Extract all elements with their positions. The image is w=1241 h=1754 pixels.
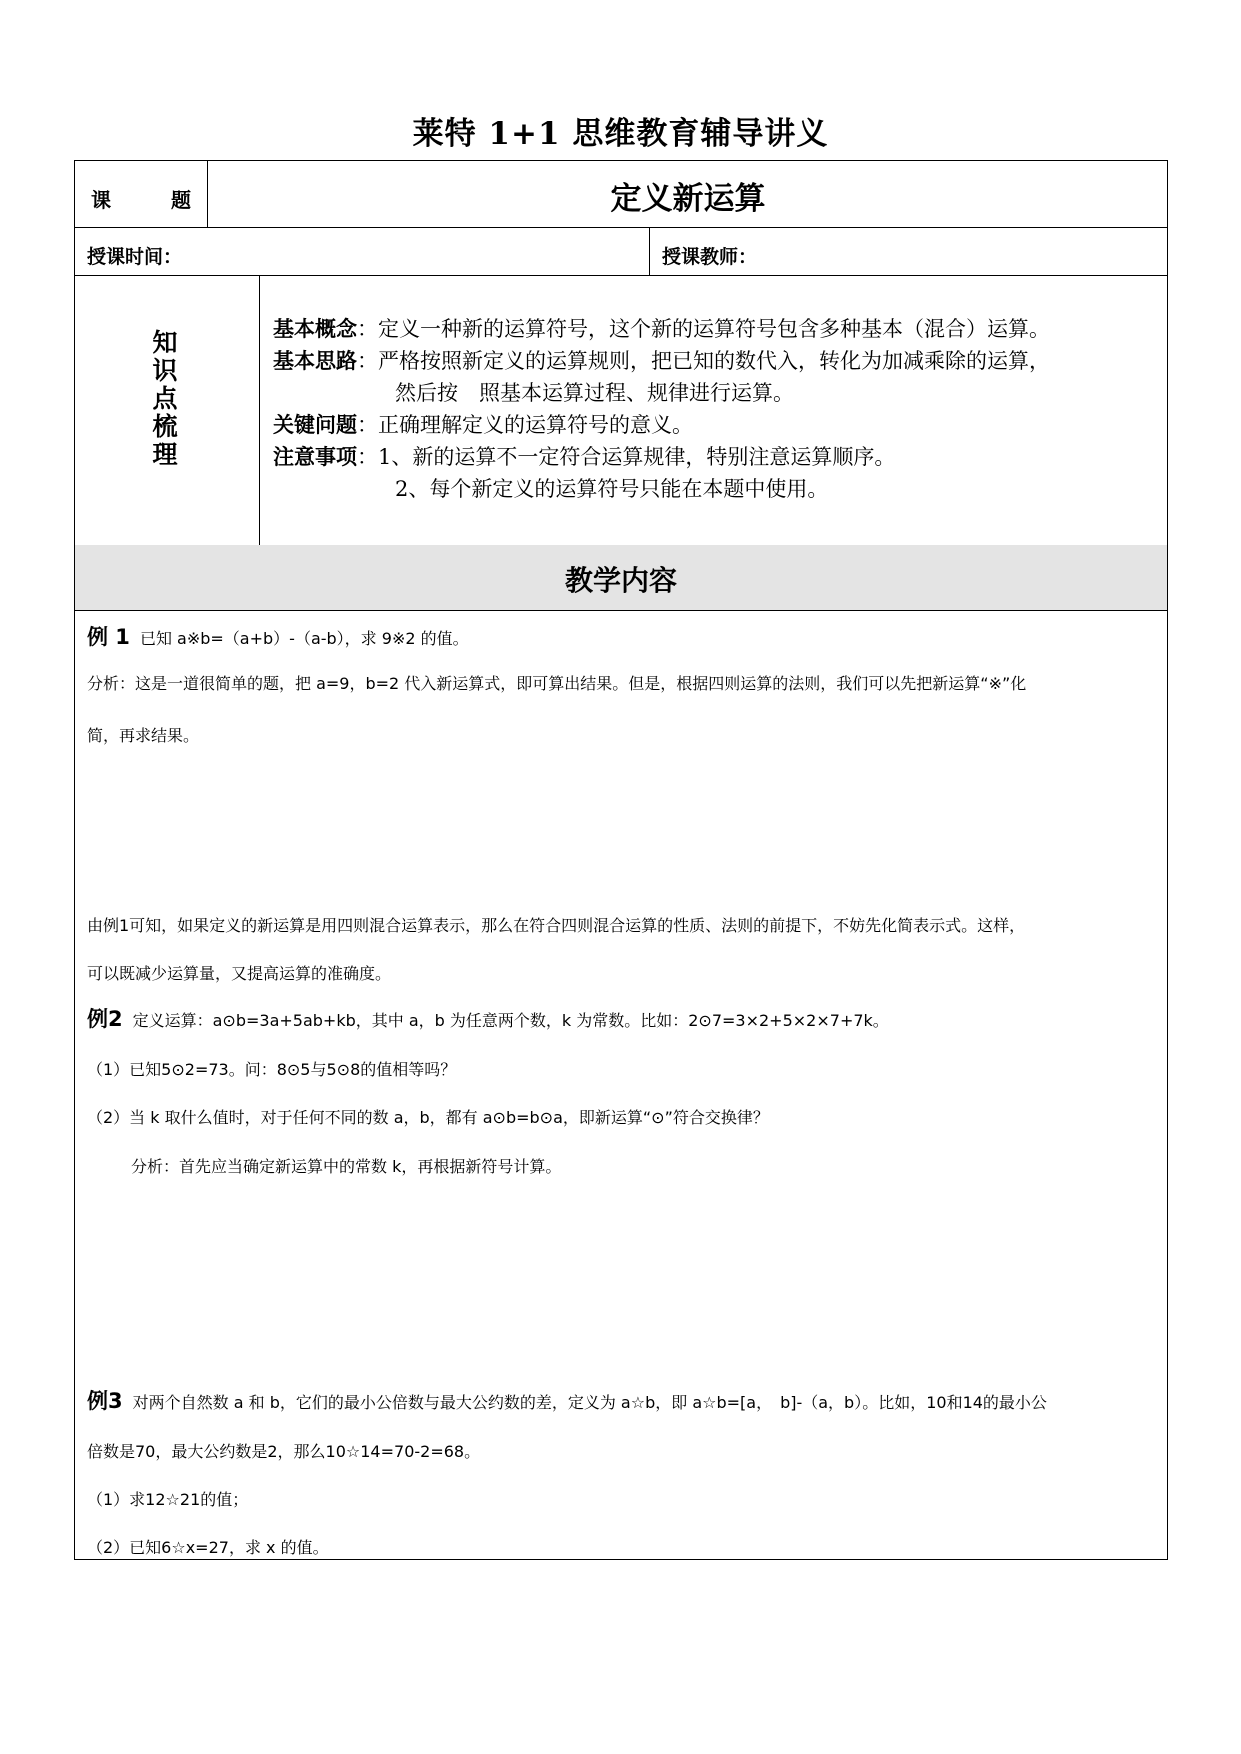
col-divider-time	[649, 227, 650, 275]
col-divider-knowledge	[259, 275, 260, 545]
key-row	[273, 409, 1163, 441]
idea-text-2: 然后按 照基本运算过程、规律进行运算。	[395, 381, 794, 405]
row-divider-topic	[75, 227, 1167, 228]
example-2	[87, 1003, 1157, 1033]
topic-label-a: 课	[91, 188, 111, 212]
example-2-text: 定义运算：a⊙b=3a+5ab+kb，其中 a，b 为任意两个数，k 为常数。比如：2⊙7=3×2+5×2×7+7k。	[132, 1011, 889, 1030]
example-3-text-2: 倍数是70，最大公约数是2，那么10☆14=70-2=68。	[87, 1442, 481, 1461]
concept-key: 基本概念	[273, 317, 357, 341]
note-text-1: ：1、新的运算不一定符合运算规律，特别注意运算顺序。	[357, 445, 896, 469]
knowledge-title: 知 识 点 梳 理	[152, 328, 178, 469]
concept-row	[273, 313, 1163, 345]
example-1-text: 已知 a※b=（a+b）-（a-b），求 9※2 的值。	[139, 629, 469, 648]
idea-key: 基本思路	[273, 349, 357, 373]
note-text-2: 2、每个新定义的运算符号只能在本题中使用。	[395, 477, 829, 501]
example-3-question-2: （2）已知6☆x=27，求 x 的值。	[87, 1538, 329, 1557]
example-3	[87, 1385, 1157, 1415]
example-1	[87, 621, 1157, 651]
idea-row	[273, 345, 1163, 377]
time-label: 授课时间：	[87, 246, 183, 268]
topic-value: 定义新运算	[610, 181, 766, 217]
row-divider-section	[75, 610, 1167, 611]
topic-label-b: 题	[171, 188, 191, 212]
knowledge-body	[273, 313, 1163, 505]
key-key: 关键问题	[273, 413, 357, 437]
concept-text: ：定义一种新的运算符号，这个新的运算符号包含多种基本（混合）运算。	[357, 317, 1050, 341]
summary-2: 可以既减少运算量，又提高运算的准确度。	[87, 964, 392, 983]
summary-1: 由例1可知，如果定义的新运算是用四则混合运算表示，那么在符合四则混合运算的性质、法则的前提下，不妨先化简表示式。这样，	[87, 916, 1026, 935]
idea-text-1: ：严格按照新定义的运算规则，把已知的数代入，转化为加减乘除的运算，	[357, 349, 1050, 373]
note-row	[273, 441, 1163, 473]
example-2-analysis: 分析：首先应当确定新运算中的常数 k，再根据新符号计算。	[131, 1157, 562, 1176]
section-title: 教学内容	[564, 564, 677, 597]
example-2-question-2: （2）当 k 取什么值时，对于任何不同的数 a，b，都有 a⊙b=b⊙a，即新运算“⊙”符合交换律？	[87, 1108, 769, 1127]
example-1-analysis-2: 简，再求结果。	[87, 726, 200, 745]
key-text: ：正确理解定义的运算符号的意义。	[357, 413, 693, 437]
teacher-label: 授课教师：	[662, 246, 758, 268]
example-3-label: 例3	[87, 1389, 123, 1413]
example-2-question-1: （1）已知5⊙2=73。问：8⊙5与5⊙8的值相等吗？	[87, 1060, 457, 1079]
page-title: 莱特 1+1 思维教育辅导讲义	[412, 116, 829, 152]
handout-table	[74, 160, 1168, 1560]
example-1-analysis-1: 分析：这是一道很简单的题，把 a=9，b=2 代入新运算式，即可算出结果。但是，根据四则运算的法则，我们可以先把新运算“※”化	[87, 674, 1027, 693]
row-divider-time	[75, 275, 1167, 276]
example-1-label: 例 1	[87, 625, 130, 649]
example-3-question-1: （1）求12☆21的值；	[87, 1490, 249, 1509]
example-3-text-1: 对两个自然数 a 和 b，它们的最小公倍数与最大公约数的差，定义为 a☆b，即 a☆b=[a， b]-（a，b）。比如，10和14的最小公	[132, 1393, 1047, 1412]
note-key: 注意事项	[273, 445, 357, 469]
topic-label	[91, 184, 191, 213]
example-2-label: 例2	[87, 1007, 123, 1031]
